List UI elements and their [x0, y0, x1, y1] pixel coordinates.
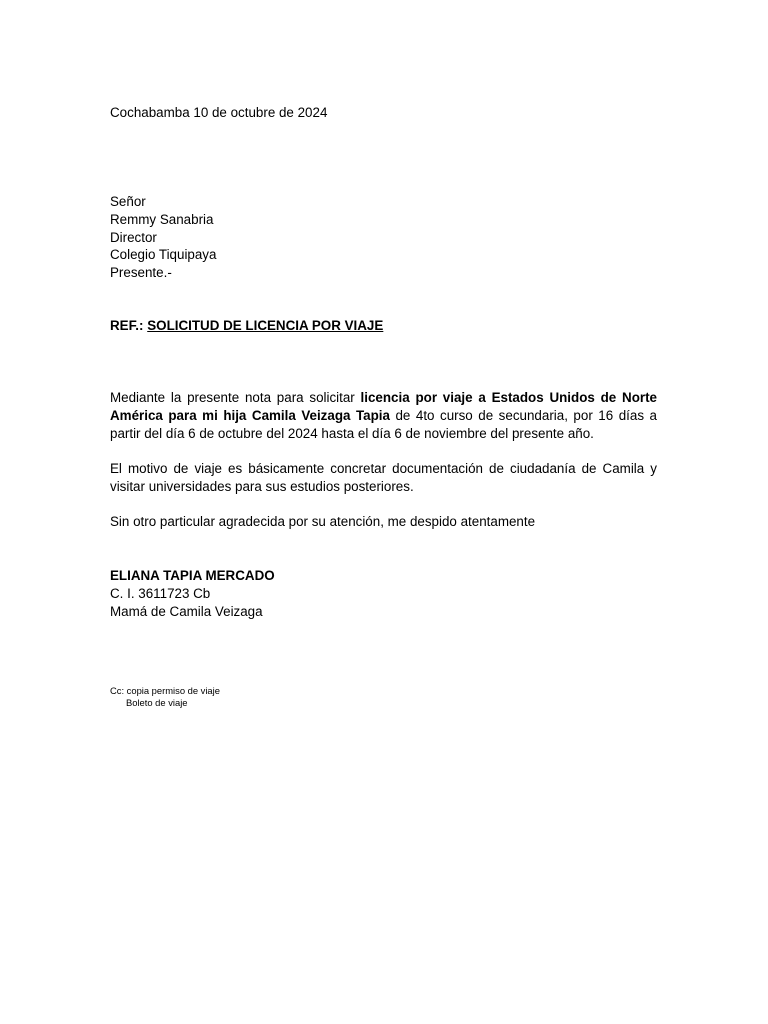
reference-block	[110, 317, 657, 335]
recipient-closing: Presente.-	[110, 265, 172, 281]
signature-relation: Mamá de Camila Veizaga	[110, 603, 263, 619]
body-paragraph-1	[110, 389, 657, 442]
recipient-salutation: Señor	[110, 194, 146, 209]
date-block	[110, 104, 657, 122]
p2-text: El motivo de viaje es básicamente concretar documentación de ciudadanía de Camila y visitar universidades para sus estudios posteriores.	[110, 461, 657, 494]
signature-name: ELIANA TAPIA MERCADO	[110, 568, 275, 583]
reference-label: REF.:	[110, 318, 144, 333]
signature-id: C. I. 3611723 Cb	[110, 585, 211, 601]
p3-text: Sin otro particular agradecida por su atención, me despido atentamente	[110, 514, 536, 529]
cc-line-2: Boleto de viaje	[126, 697, 188, 709]
cc-block	[110, 685, 657, 710]
signature-block	[110, 567, 657, 620]
p1-intro: Mediante la presente nota para solicitar	[110, 390, 361, 405]
recipient-institution: Colegio Tiquipaya	[110, 247, 217, 263]
date-line: Cochabamba 10 de octubre de 2024	[110, 105, 328, 120]
recipient-name: Remmy Sanabria	[110, 211, 214, 227]
reference-subject: SOLICITUD DE LICENCIA POR VIAJE	[147, 318, 384, 333]
body-paragraph-3	[110, 513, 657, 531]
cc-line-1: Cc: copia permiso de viaje	[110, 685, 220, 696]
p1-bold: licencia por viaje a Estados Unidos de Norte América para mi hija Camila Veizaga Tapia	[110, 390, 657, 423]
p1-rest: de 4to curso de secundaria, por 16 días a partir del día 6 de octubre del 2024 hasta el día 6 de noviembre del presente año.	[110, 407, 657, 441]
recipient-block	[110, 193, 657, 282]
body-paragraph-2	[110, 460, 657, 496]
recipient-position: Director	[110, 229, 157, 245]
